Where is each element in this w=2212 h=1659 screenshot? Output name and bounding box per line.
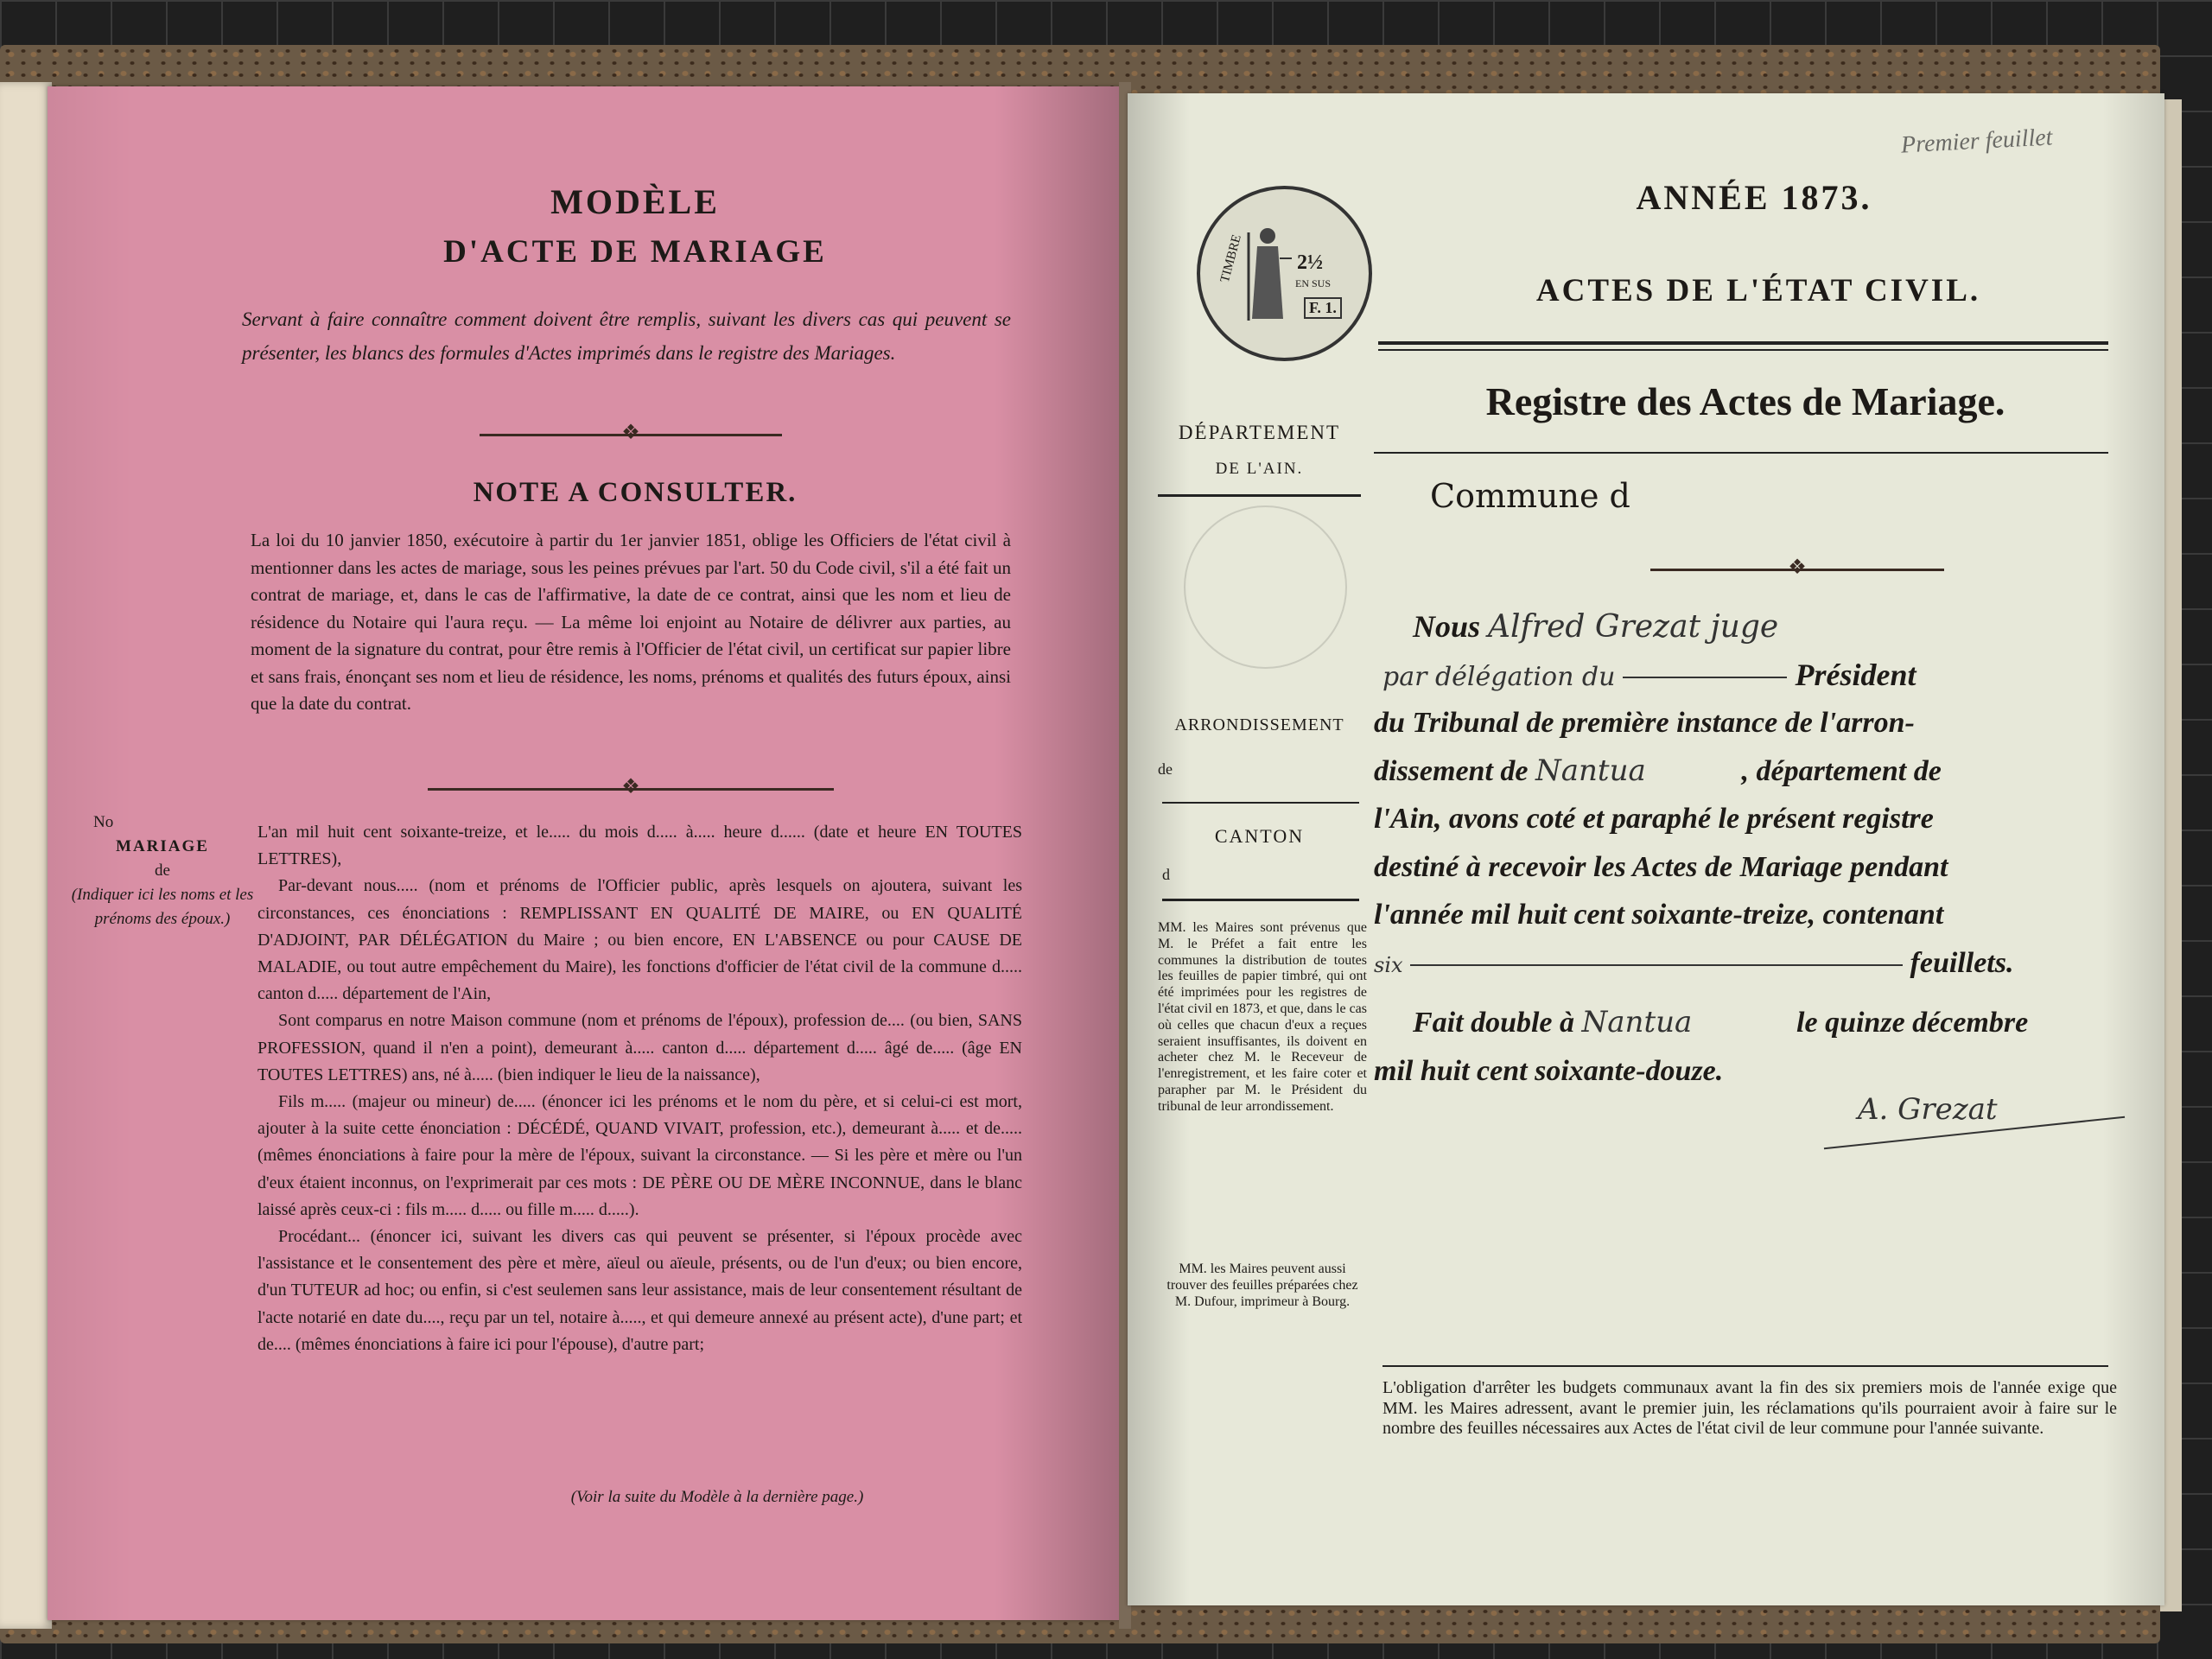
signature: A. Grezat xyxy=(1858,1092,1998,1127)
decl-nous: Nous xyxy=(1413,609,1481,644)
declaration-line: l'Ain, avons coté et paraphé le présent registre xyxy=(1374,803,1934,835)
department-label: DÉPARTEMENT xyxy=(1178,422,1341,443)
ornament-divider xyxy=(428,788,834,791)
rule xyxy=(1162,899,1359,901)
rule xyxy=(1374,452,2108,454)
pencil-note: Premier feuillet xyxy=(1900,124,2054,159)
register-year: ANNÉE 1873. xyxy=(1636,178,1872,217)
margin-number: No xyxy=(93,813,114,831)
declaration xyxy=(1374,603,2117,1095)
declaration-line xyxy=(1374,652,2117,700)
declaration-line xyxy=(1374,999,2117,1047)
declaration-line: l'année mil huit cent soixante-treize, contenant xyxy=(1374,899,1944,931)
margin-title: MARIAGE xyxy=(116,837,209,855)
margin-de: de xyxy=(155,861,170,880)
declaration-line: destiné à recevoir les Actes de Mariage pendant xyxy=(1374,850,1948,883)
signature-block xyxy=(1823,1087,2134,1147)
declaration-line xyxy=(1374,747,2117,796)
double-rule xyxy=(1378,349,2108,351)
note-title: NOTE A CONSULTER. xyxy=(473,477,798,508)
model-paragraph: Fils m..... (majeur ou mineur) de..... (énoncer ici les prénoms et le nom du père, et si celui-ci est mort, ajouter à la suite cette énonciation : DÉCÉDÉ, QUAND VIVAIT, profession, etc.), demeurant à..... et de..... (mêmes énonciations à faire pour la mère de l'époux, suivant la circonstance. — Si les père et mère ou l'un d'eux étaient inconnus, on l'exprimerait par ces mots : DE PÈRE OU DE MÈRE INCONNUE, dans le blanc laissé après ceux-ci : fils m..... d..... ou fille m..... d.....). xyxy=(257,1092,1022,1219)
model-paragraph: L'an mil huit cent soixante-treize, et le..... du mois d..... à..... heure d...... (date et heure EN TOUTES LETTRES), xyxy=(257,823,1022,869)
margin-block xyxy=(67,810,257,931)
model-paragraph: Procédant... (énoncer ici, suivant les divers cas qui peuvent se présenter, si l'époux procède avec l'assistance et le consentement des père et mère, aïeul ou aïeule, présents, ou de l'un d'eux; ou bien encore, d'un TUTEUR ad hoc; ou enfin, si c'est seulemen sans leur assistance, mais de leur consentement résultant de l'acte notarié en date du...., reçu par un tel, notaire à....., et qui demeure annexé au présent acte), d'une part; et de.... (mêmes énonciations à faire ici pour l'épouse), d'autre part; xyxy=(257,1227,1022,1354)
blank-line xyxy=(1623,677,1787,678)
place-handwritten: Nantua xyxy=(1535,753,1646,788)
department-name: DE L'AIN. xyxy=(1215,460,1304,478)
delegation-handwritten: par délégation du xyxy=(1382,661,1616,692)
decl-line4a: dissement de xyxy=(1374,754,1529,787)
mayors-note-printer: MM. les Maires peuvent aussi trouver des feuilles préparées chez M. Dufour, imprimeur à Bourg. xyxy=(1166,1262,1358,1309)
acts-title: ACTES DE L'ÉTAT CIVIL. xyxy=(1535,273,1981,308)
count-handwritten: six xyxy=(1374,952,1403,977)
arrondissement-label: ARRONDISSEMENT xyxy=(1174,715,1344,734)
ornament-divider xyxy=(1650,569,1944,571)
stamp-fr: F. 1. xyxy=(1304,297,1342,319)
stamp-value: 2½ xyxy=(1297,251,1323,274)
decl-leaves: feuillets. xyxy=(1910,946,2014,979)
decl-fait: Fait double à xyxy=(1413,1007,1575,1039)
declaration-line: du Tribunal de première instance de l'arron- xyxy=(1374,707,1915,739)
blank-line xyxy=(1410,964,1903,966)
justice-figure-icon xyxy=(1242,224,1294,327)
model-paragraph: Par-devant nous..... (nom et prénoms de l'Officier public, après lesquels on ajoutera, suivant les circonstances, ces énonciations : REMPLISSANT EN QUALITÉ DE MAIRE, ou EN QUALITÉ D'ADJOINT, PAR DÉLÉGATION du Maire ; ou bien encore, EN L'ABSENCE ou pour CAUSE DE MALADIE, ou tout autre empêchement du Maire), les fonctions d'officier de l'état civil de la commune d..... canton d..... département de l'Ain, xyxy=(257,876,1022,1004)
model-subtitle: D'ACTE DE MARIAGE xyxy=(443,234,827,270)
model-intro: Servant à faire connaître comment doivent être remplis, suivant les divers cas qui peuvent se présenter, les blancs des formules d'Actes imprimés dans le registre des Mariages. xyxy=(242,308,1011,364)
rule xyxy=(1162,802,1359,804)
model-body xyxy=(257,819,1022,1358)
decl-date-a: le quinze décembre xyxy=(1796,1007,2029,1039)
judge-name-handwritten: Alfred Grezat juge xyxy=(1488,609,1779,645)
decl-president: Président xyxy=(1795,657,1916,692)
stamp-ensus: EN SUS xyxy=(1295,277,1332,289)
register-title: Registre des Actes de Mariage. xyxy=(1485,379,2005,423)
rule xyxy=(1158,494,1361,497)
double-rule xyxy=(1378,341,2108,345)
page-stack-left xyxy=(0,82,52,1629)
decl-line4b: , département de xyxy=(1741,754,1942,787)
declaration-line xyxy=(1374,603,2117,652)
declaration-line xyxy=(1374,939,2117,988)
rule xyxy=(1382,1365,2108,1367)
tax-stamp xyxy=(1197,186,1372,361)
canton-label: CANTON xyxy=(1214,825,1305,847)
commune-label: Commune d xyxy=(1430,477,1630,515)
model-paragraph: Sont comparus en notre Maison commune (nom et prénoms de l'époux), profession de.... (ou bien, SANS PROFESSION, quand il n'en a point), demeurant à..... canton d..... département d..... âgé de..... (âge EN TOUTES LETTRES) ans, né à..... (bien indiquer le lieu de la naissance), xyxy=(257,1011,1022,1084)
arrondissement-de: de xyxy=(1158,760,1173,778)
mayors-note: MM. les Maires sont prévenus que M. le Préfet a fait entre les communes la distribution de toutes les feuilles de papier timbré, qui ont été imprimées pour les registres de l'état civil en 1873, et que, dans le cas où celles que chacun d'eux a reçues seraient insuffisantes, ils doivent en acheter chez M. le Receveur de l'enregistrement, et les faire coter et parapher par M. le Président du tribunal de leur arrondissement. xyxy=(1158,920,1367,1114)
budget-note: L'obligation d'arrêter les budgets communaux avant la fin des six premiers mois de l'année exige que MM. les Maires adressent, avant le premier juin, les réclamations qu'ils pourraient avoir à faire sur le nombre des feuilles nécessaires aux Actes de l'état civil de leur commune pour l'année suivante. xyxy=(1382,1378,2117,1438)
note-body: La loi du 10 janvier 1850, exécutoire à partir du 1er janvier 1851, oblige les Officiers de l'état civil à mentionner dans les actes de mariage, sous les peines prévues par l'art. 50 du Code civil, s'il a été fait un contrat de mariage, et, dans le cas de l'affirmative, la date de ce contrat, ainsi que les nom et lieu de résidence du Notaire qui l'aura reçu. — La même loi enjoint au Notaire de délivrer aux parties, au moment de la signature du contrat, pour être remis à l'Officier de l'état civil, un certificat sur papier libre et sans frais, énonçant ses nom et lieu de résidence, les noms, prénoms et qualités des futurs époux, ainsi que la date du contrat. xyxy=(251,530,1011,714)
embossed-seal xyxy=(1184,505,1347,669)
declaration-line: mil huit cent soixante-douze. xyxy=(1374,1054,1724,1087)
model-title: MODÈLE xyxy=(550,182,720,221)
canton-d: d xyxy=(1162,866,1170,883)
ornament-divider xyxy=(480,434,782,436)
stamp-word: TIMBRE xyxy=(1217,232,1244,284)
fait-place-handwritten: Nantua xyxy=(1581,1005,1693,1039)
margin-note: (Indiquer ici les noms et les prénoms des époux.) xyxy=(71,886,254,928)
footer-note: (Voir la suite du Modèle à la dernière page.) xyxy=(570,1488,864,1506)
